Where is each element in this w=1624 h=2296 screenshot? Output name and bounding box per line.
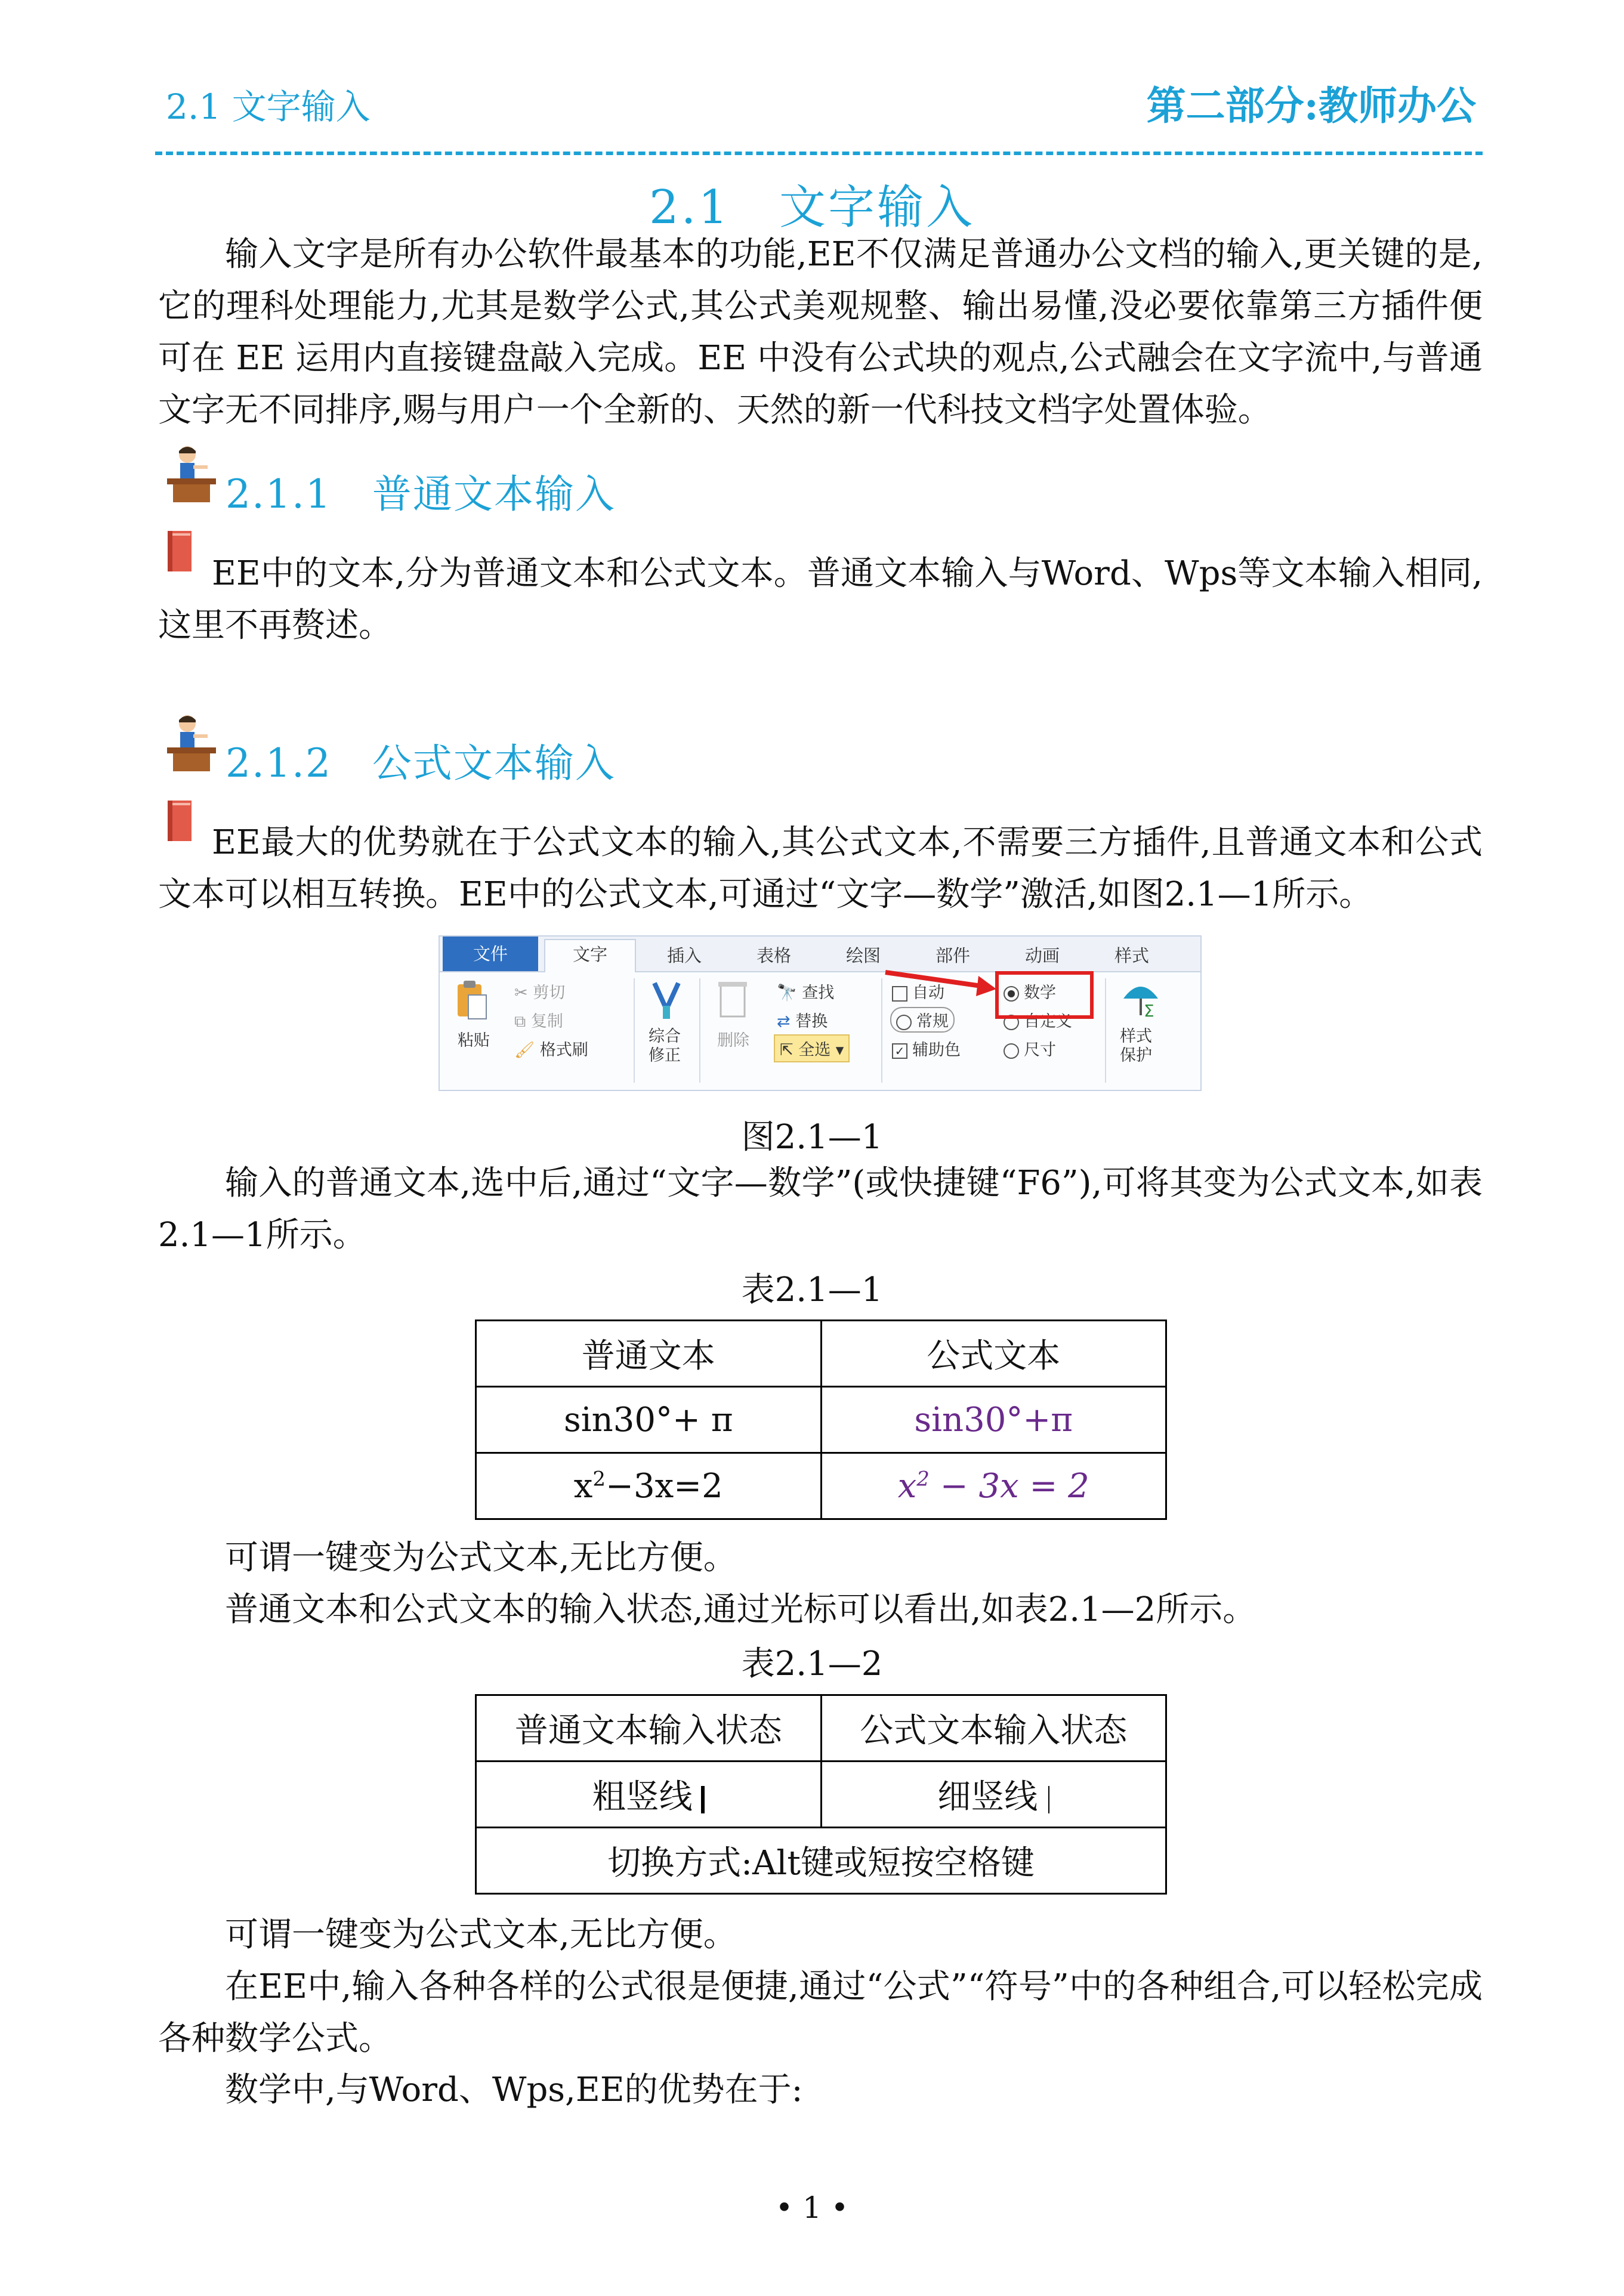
brush-icon: 🖌: [514, 1041, 540, 1059]
header-part-title: 第二部分:教师办公: [1146, 82, 1476, 129]
intro-paragraph: 输入文字是所有办公软件最基本的功能,EE不仅满足普通办公文档的输入,更关键的是,它的理科处理能力,尤其是数学公式,其公式美观规整、输出易懂,没必要依靠第三方插件便可在 EE 运用内直接键盘敲入完成。EE 中没有公式块的观点,公式融会在文字流中,与普通文字无不同排序,赐与用户一个全新的、天然的新一代科技文档字处置体验。: [158, 235, 1483, 429]
correct-icon[interactable]: [649, 979, 684, 1021]
section-title: 2.1 文字输入: [649, 181, 975, 234]
svg-text:Σ: Σ: [1144, 1001, 1154, 1019]
red-arrow-icon: [883, 965, 1002, 1001]
radio-icon: [896, 1015, 912, 1030]
binoculars-icon: 🔭: [777, 984, 802, 1002]
table-row: [476, 1453, 1166, 1519]
checkbox-checked-icon: ✓: [892, 1043, 907, 1059]
tab-table[interactable]: 表格: [756, 945, 791, 966]
table2: [475, 1694, 1167, 1895]
table1-caption: 表2.1—1: [741, 1271, 883, 1309]
table-row: [476, 1762, 1166, 1828]
table2-switch-method: 切换方式:Alt键或短按空格键: [476, 1828, 1166, 1894]
thin-cursor-icon: [1048, 1786, 1049, 1813]
paragraph-cursor-state: 普通文本和公式文本的输入状态,通过光标可以看出,如表2.1—2所示。: [225, 1590, 1256, 1629]
tab-animation[interactable]: 动画: [1024, 945, 1060, 966]
group-separator: [634, 978, 635, 1083]
table1-cell-formula-sin: sin30°+π: [821, 1387, 1166, 1453]
chevron-down-icon: ▾: [830, 1041, 844, 1059]
select-all-button[interactable]: ⇱ 全选 ▾: [774, 1034, 850, 1062]
paragraph-ee-input: 在EE中,输入各种各样的公式很是便捷,通过“公式”“符号”中的各种组合,可以轻松完成各种数学公式。: [158, 1967, 1483, 2058]
scissors-icon: ✂: [514, 984, 533, 1002]
table-row: [476, 1828, 1166, 1894]
group-separator: [699, 978, 700, 1083]
subsection-title-2-1-1: 2.1.1 普通文本输入: [226, 471, 616, 517]
tab-file[interactable]: 文件: [443, 937, 538, 971]
auto-checkbox[interactable]: 自动: [892, 979, 944, 1003]
table2-header-formula: 公式文本输入状态: [821, 1695, 1166, 1762]
correct-button[interactable]: 综合 修正: [649, 1027, 681, 1065]
subsection-title-2-1-2: 2.1.2 公式文本输入: [226, 740, 616, 786]
group-separator: [1105, 978, 1106, 1083]
math-radio[interactable]: 数学: [1004, 979, 1056, 1003]
cursor-icon: ⇱: [780, 1041, 799, 1059]
table2-header-plain: 普通文本输入状态: [476, 1695, 822, 1762]
cut-button[interactable]: ✂ 剪切: [514, 984, 566, 1002]
table2-caption: 表2.1—2: [741, 1645, 883, 1683]
subsection-paragraph-2-1-2: EE最大的优势就在于公式文本的输入,其公式文本,不需要三方插件,且普通文本和公式文本可以相互转换。EE中的公式文本,可通过“文字—数学”激活,如图2.1—1所示。: [158, 823, 1483, 914]
table-row: [476, 1387, 1166, 1453]
format-painter-button[interactable]: 🖌 格式刷: [514, 1041, 588, 1059]
ribbon-tab-bar: [440, 937, 1200, 972]
umbrella-sigma-icon[interactable]: [1120, 977, 1162, 1019]
table1-cell-plain-sin: sin30°+ π: [476, 1387, 822, 1453]
radio-icon: [1004, 1043, 1019, 1059]
page-number: • 1 •: [775, 2190, 849, 2225]
tab-text[interactable]: 文字: [544, 939, 636, 974]
aux-color-checkbox[interactable]: ✓ 辅助色: [892, 1037, 961, 1060]
thick-cursor-icon: [701, 1786, 705, 1813]
table1-header-plain: 普通文本: [476, 1321, 822, 1387]
style-protect-button[interactable]: 样式 保护: [1120, 1027, 1152, 1065]
table1-header-formula: 公式文本: [821, 1321, 1166, 1387]
tab-insert[interactable]: 插入: [666, 945, 702, 966]
paragraph-convert: 输入的普通文本,选中后,通过“文字—数学”(或快捷键“F6”),可将其变为公式文本,如表2.1—1所示。: [158, 1164, 1483, 1254]
replace-icon: ⇄: [777, 1012, 796, 1031]
find-button[interactable]: 🔭 查找: [777, 984, 835, 1002]
table1-cell-formula-quad: $x^2 - 3x = 2$: [821, 1453, 1166, 1519]
delete-icon[interactable]: [716, 979, 749, 1019]
paragraph-math-advantage: 数学中,与Word、Wps,EE的优势在于:: [225, 2071, 803, 2109]
group-separator: [881, 978, 882, 1083]
table1: [475, 1319, 1167, 1520]
paragraph-one-click-1: 可谓一键变为公式文本,无比方便。: [225, 1538, 737, 1577]
figure-caption: 图2.1—1: [741, 1118, 883, 1157]
teacher-at-desk-icon: [165, 712, 218, 774]
tab-parts[interactable]: 部件: [935, 945, 970, 966]
paste-icon[interactable]: [453, 979, 489, 1021]
copy-icon: ⧉: [514, 1012, 531, 1031]
delete-button[interactable]: 删除: [717, 1031, 749, 1050]
table1-cell-plain-quad: $x^2-3x=2$: [476, 1453, 822, 1519]
table2-cell-thin: 细竖线: [821, 1762, 1166, 1828]
table-row: [476, 1695, 1166, 1762]
paragraph-one-click-2: 可谓一键变为公式文本,无比方便。: [225, 1915, 737, 1954]
normal-radio[interactable]: 常规: [890, 1007, 955, 1033]
copy-button[interactable]: ⧉ 复制: [514, 1012, 563, 1031]
header-dashed-rule: [155, 152, 1483, 155]
math-highlight-box: [995, 971, 1094, 1019]
custom-radio[interactable]: 自定义: [1004, 1008, 1072, 1031]
teacher-at-desk-icon: [165, 443, 218, 505]
tab-style[interactable]: 样式: [1114, 945, 1149, 966]
subsection-paragraph-2-1-1: EE中的文本,分为普通文本和公式文本。普通文本输入与Word、Wps等文本输入相同,这里不再赘述。: [158, 554, 1483, 645]
header-section-label: 2.1 文字输入: [166, 86, 371, 127]
paste-button[interactable]: 粘贴: [458, 1031, 490, 1050]
table2-cell-thick: 粗竖线: [476, 1762, 822, 1828]
table-row: [476, 1321, 1166, 1387]
size-radio[interactable]: 尺寸: [1004, 1037, 1056, 1060]
replace-button[interactable]: ⇄ 替换: [777, 1012, 828, 1031]
tab-draw[interactable]: 绘图: [845, 945, 881, 966]
